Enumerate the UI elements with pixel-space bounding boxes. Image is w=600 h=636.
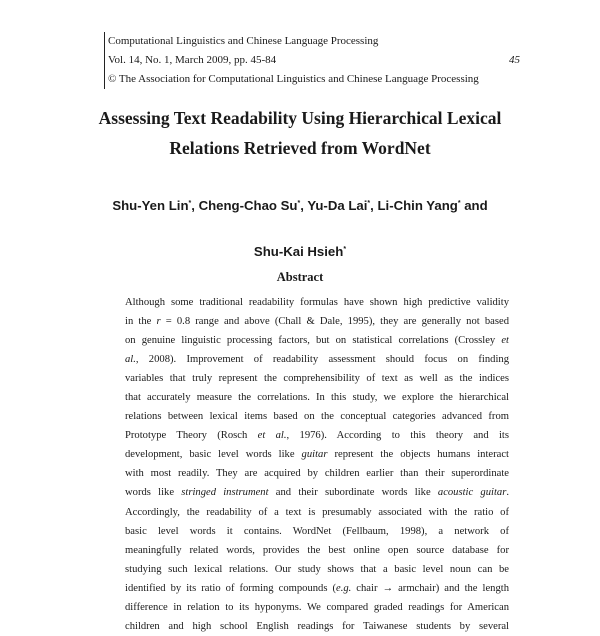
author-name: Yu-Da Lai [307, 198, 368, 213]
abstract-line: Prototype Theory (Rosch et al., 1976). According to this theory and its [125, 430, 509, 442]
abstract-line: studying such lexical relations. Our study shows that a basic level noun can be [125, 563, 509, 575]
affiliation-mark: * [367, 200, 371, 207]
abstract-body [125, 293, 509, 636]
abstract-line: development, basic level words like guitar represent the objects humans interact [125, 449, 509, 461]
volume-line [108, 51, 520, 70]
author-separator: , [191, 198, 199, 213]
abstract-line: that accurately measure the correlations. In this study, we explore the hierarchical [125, 392, 509, 404]
author-separator: , [300, 198, 308, 213]
title-line-2: Relations Retrieved from WordNet [169, 138, 431, 158]
affiliation-mark: * [343, 246, 347, 253]
abstract-line: meaningfully related words, provides the best online open source database for [125, 544, 509, 556]
abstract-line: al., 2008). Improvement of readability assessment should focus on finding [125, 354, 509, 366]
author-separator: , [370, 198, 378, 213]
abstract-heading: Abstract [276, 270, 324, 284]
author-name: Shu-Yen Lin [112, 198, 189, 213]
author-name: Shu-Kai Hsieh [253, 244, 344, 259]
author-name: Cheng-Chao Su [198, 198, 298, 213]
abstract-line: Although some traditional readability formulas have shown high predictive validity [125, 297, 509, 308]
abstract-line: difference in relation to its hyponyms. We compared graded readings for American [125, 601, 509, 613]
journal-header [104, 32, 520, 89]
abstract-line: Accordingly, the readability of a text is presumably associated with the ratio of [125, 506, 509, 518]
affiliation-mark: * [297, 200, 301, 207]
abstract-line: in the r = 0.8 range and above (Chall & Dale, 1995), they are generally not based [125, 316, 509, 328]
author-separator: and [460, 198, 488, 213]
author-list [70, 182, 530, 274]
abstract-line: identified by its ratio of forming compounds (e.g. chair → armchair) and the length [125, 582, 509, 594]
paper-title [80, 103, 520, 163]
page-number: 45 [509, 54, 520, 66]
abstract-line: words like stringed instrument and their subordinate words like acoustic guitar. [125, 487, 509, 499]
affiliation-mark: * [188, 200, 192, 207]
author-line-1 [70, 182, 530, 228]
volume-info: Vol. 14, No. 1, March 2009, pp. 45-84 [108, 54, 277, 66]
abstract-line: variables that truly represent the comprehensibility of text as well as the indices [125, 373, 509, 385]
abstract-line: with most readily. They are acquired by children earlier than their superordinate [125, 468, 509, 480]
affiliation-mark: * [457, 200, 461, 207]
abstract-line: basic level words it contains. WordNet (Fellbaum, 1998), a network of [125, 525, 509, 537]
abstract-line: children and high school English readings for Taiwanese students by several [125, 620, 509, 632]
title-line-1: Assessing Text Readability Using Hierarchical Lexical [98, 108, 502, 128]
abstract-line: on genuine linguistic processing factors, but on statistical correlations (Crossley et [125, 335, 509, 347]
copyright-line: © The Association for Computational Linguistics and Chinese Language Processing [108, 73, 479, 85]
author-line-2 [70, 228, 530, 274]
author-name: Li-Chin Yang [377, 198, 458, 213]
abstract-line: relations between lexical items based on the conceptual categories advanced from [125, 411, 509, 423]
journal-name: Computational Linguistics and Chinese Language Processing [108, 35, 379, 47]
